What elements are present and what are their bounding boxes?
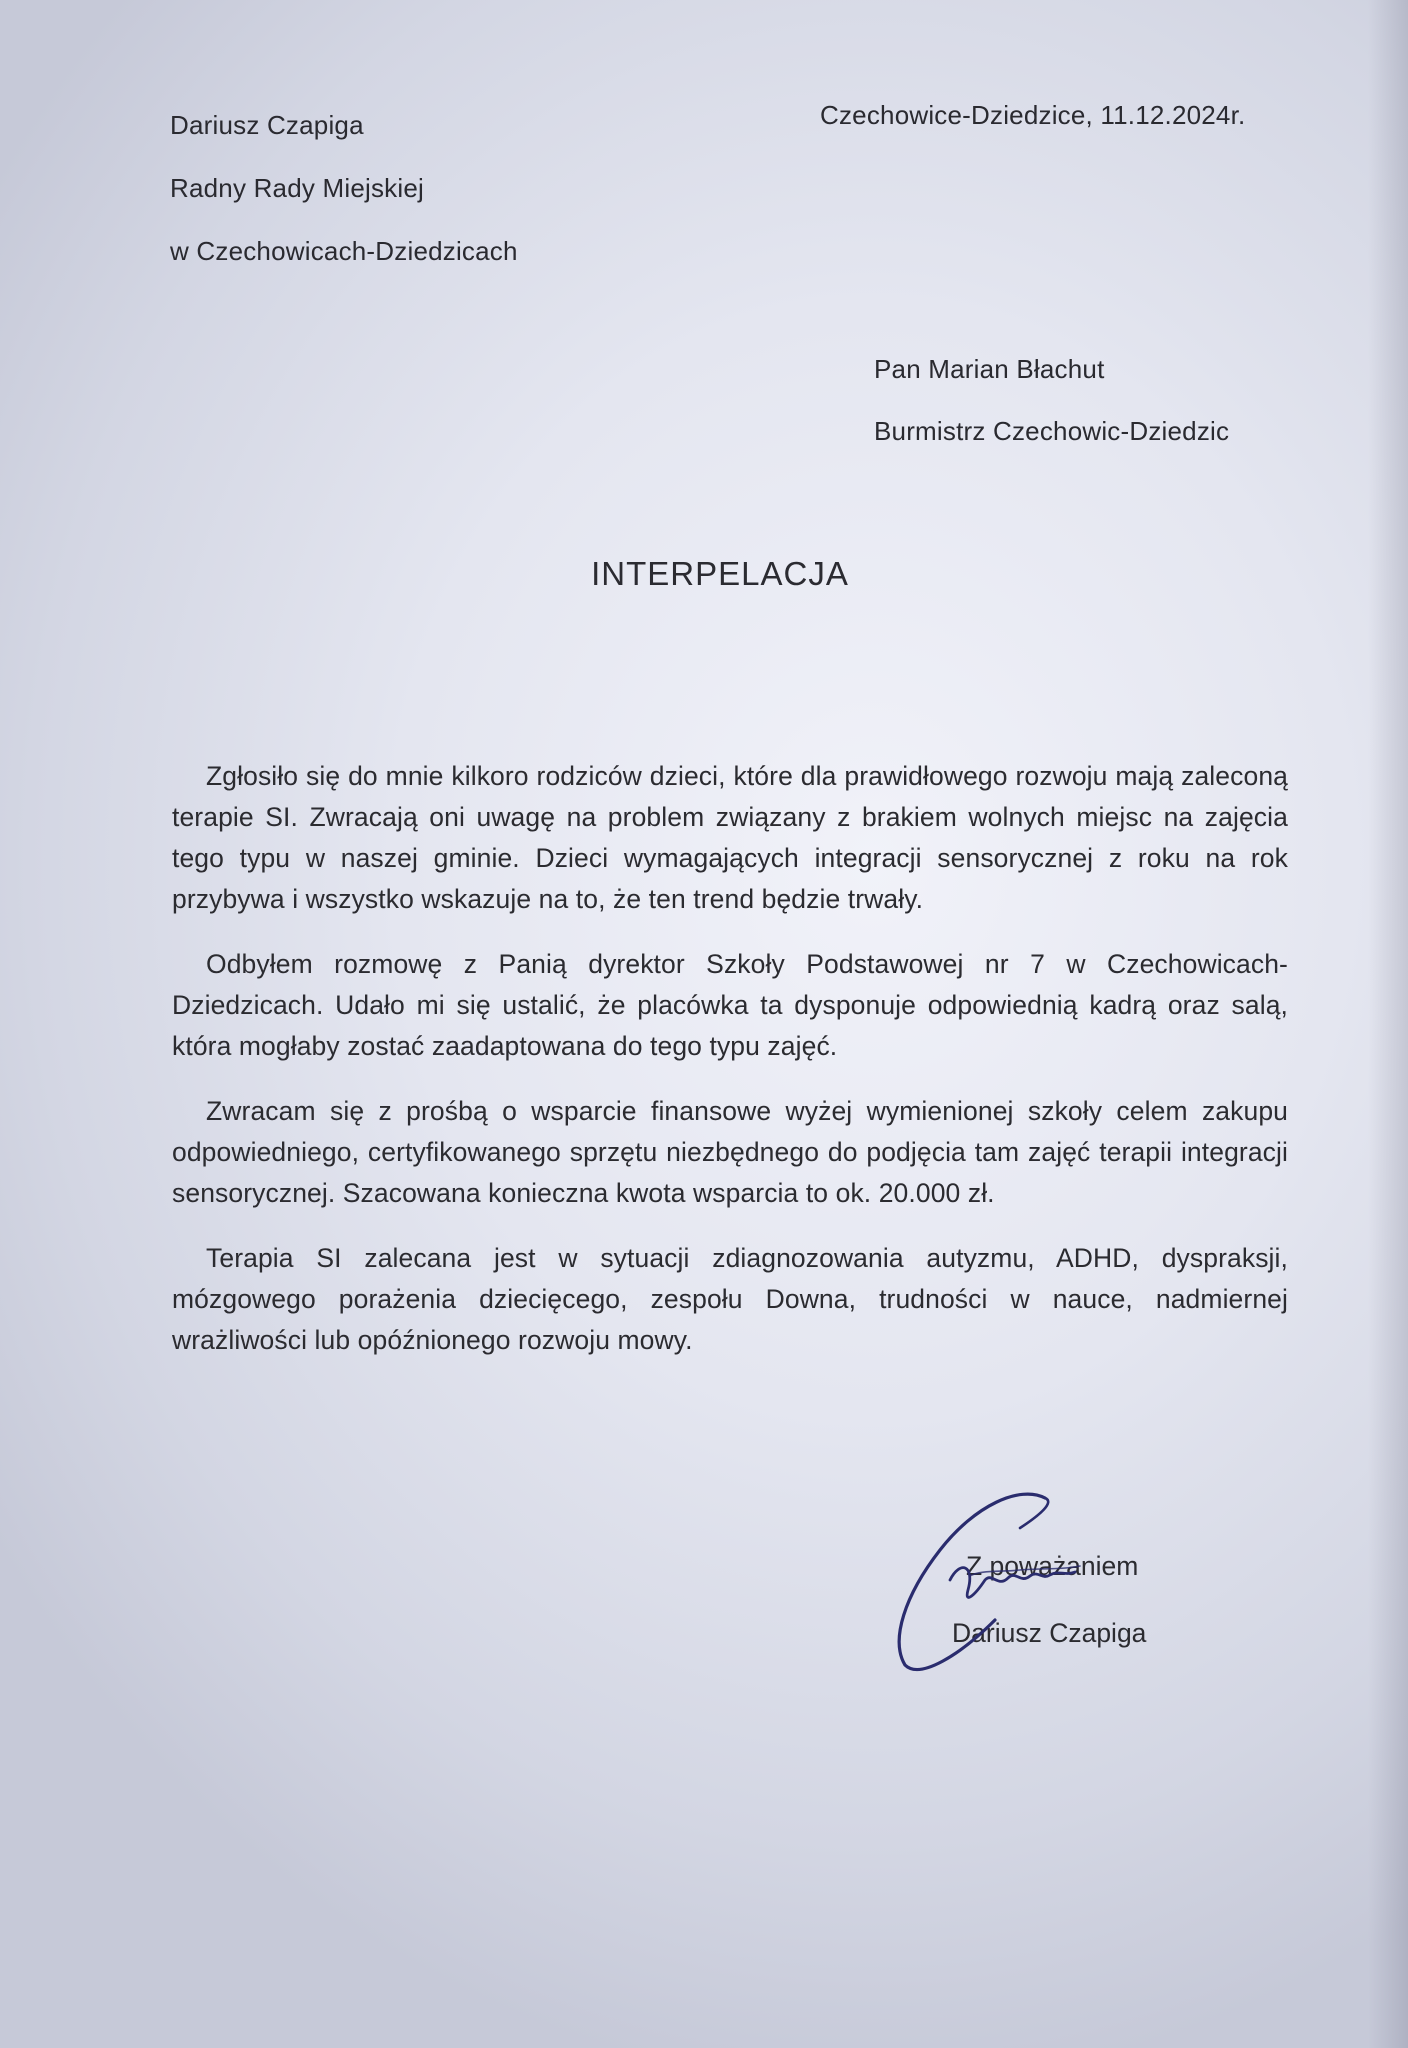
sender-location: w Czechowicach-Dziedzicach [170,236,518,266]
signature-icon [880,1480,1100,1680]
recipient-name: Pan Marian Błachut [874,354,1105,384]
letter-body [172,756,1288,1385]
paragraph: Terapia SI zalecana jest w sytuacji zdiagnozowania autyzmu, ADHD, dyspraksji, mózgowego porażenia dziecięcego, zespołu Downa, trudności w nauce, nadmiernej wrażliwości lub opóźnionego rozwoju mowy. [172,1243,1288,1355]
recipient-role: Burmistrz Czechowic-Dziedzic [874,416,1230,446]
closing-name: Dariusz Czapiga [952,1618,1147,1648]
paragraph: Zwracam się z prośbą o wsparcie finansowe wyżej wymienionej szkoły celem zakupu odpowiedniego, certyfikowanego sprzętu niezbędnego do podjęcia tam zajęć terapii integracji sensorycznej. Szacowana konieczna kwota wsparcia to ok. 20.000 zł. [172,1096,1288,1208]
sender-role: Radny Rady Miejskiej [170,173,424,203]
document-title: INTERPELACJA [591,555,849,592]
sender-name: Dariusz Czapiga [170,110,364,140]
closing-greeting: Z poważaniem [966,1551,1139,1581]
place-date: Czechowice-Dziedzice, 11.12.2024r. [820,100,1246,130]
paragraph: Odbyłem rozmowę z Panią dyrektor Szkoły Podstawowej nr 7 w Czechowicach-Dziedzicach. Udało mi się ustalić, że placówka ta dysponuje odpowiednią kadrą oraz salą, która mogłaby zostać zaadaptowana do tego typu zajęć. [172,949,1288,1061]
paragraph: Zgłosiło się do mnie kilkoro rodziców dzieci, które dla prawidłowego rozwoju mają zaleconą terapie SI. Zwracają oni uwagę na problem związany z brakiem wolnych miejsc na zajęcia tego typu w naszej gminie. Dzieci wymagających integracji sensorycznej z roku na rok przybywa i wszystko wskazuje na to, że ten trend będzie trwały. [172,761,1288,914]
page-shadow [1368,0,1408,2048]
